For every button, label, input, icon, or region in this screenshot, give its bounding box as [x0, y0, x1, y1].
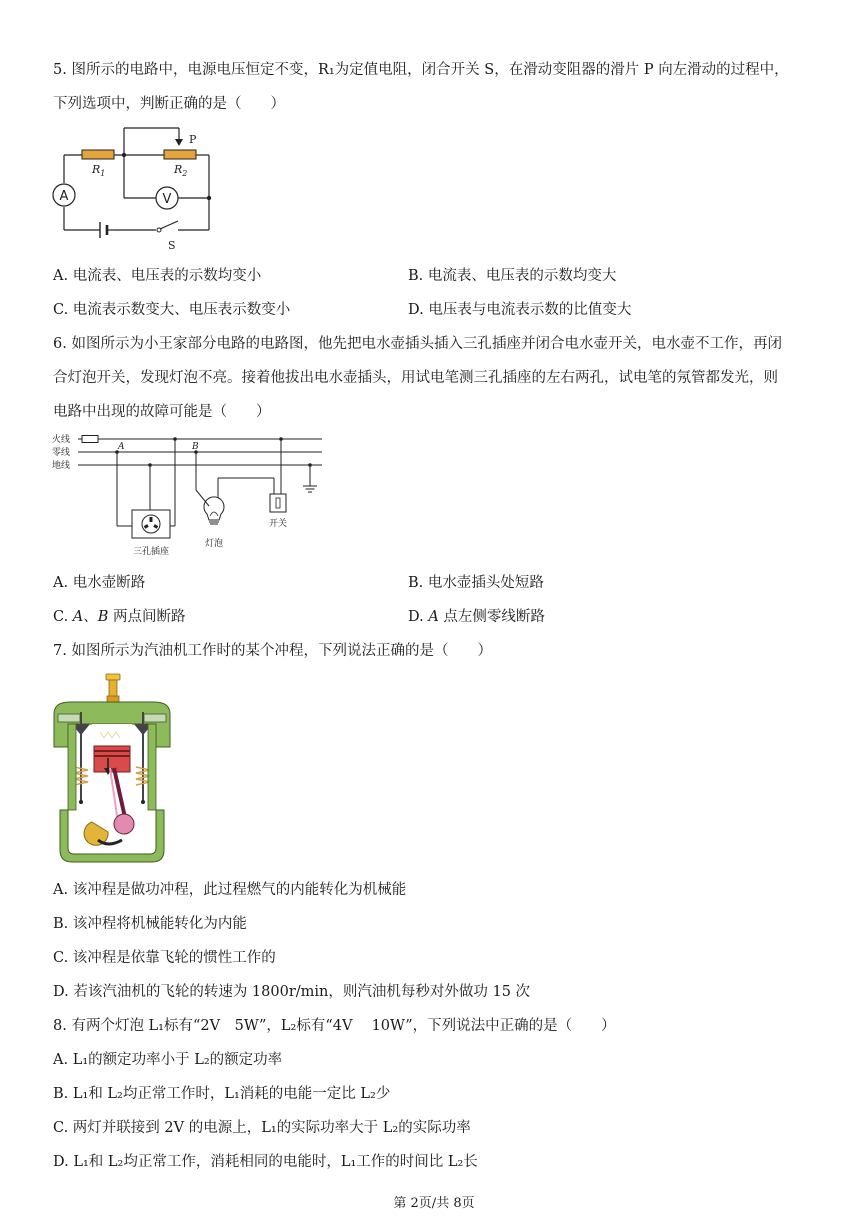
q5-option-a: A. 电流表、电压表的示数均变小: [53, 268, 262, 284]
q5-stem-line1: 5. 图所示的电路中，电源电压恒定不变，R₁为定值电阻，闭合开关 S，在滑动变阻器的滑片 P 向左滑动的过程中，: [53, 62, 789, 78]
fuse-icon: [82, 436, 98, 443]
q5-option-c: C. 电流表示数变大、电压表示数变小: [53, 302, 291, 318]
svg-text:灯泡: 灯泡: [204, 539, 224, 549]
q7-option-c: C. 该冲程是依靠飞轮的惯性工作的: [53, 950, 276, 966]
svg-text:火线: 火线: [52, 435, 71, 445]
q7-option-b: B. 该冲程将机械能转化为内能: [53, 916, 247, 932]
svg-text:R1: $R_1$: [92, 163, 106, 178]
resistor-r1-icon: [82, 150, 114, 159]
q8-option-a: A. L₁的额定功率小于 L₂的额定功率: [53, 1052, 283, 1068]
svg-text:B: B: [192, 442, 199, 452]
q8-option-c: C. 两灯并联接到 2V 的电源上，L₁的实际功率大于 L₂的实际功率: [53, 1120, 471, 1136]
q6-stem-line1: 6. 如图所示为小王家部分电路的电路图，他先把电水壶插头插入三孔插座并闭合电水壶开关，电水壶不工作，再闭: [53, 336, 782, 352]
flywheel-icon: [84, 822, 108, 845]
q6-option-d: D. A 点左侧零线断路: [408, 609, 545, 625]
q8-option-b: B. L₁和 L₂均正常工作时，L₁消耗的电能一定比 L₂少: [53, 1086, 391, 1102]
svg-text:R2: $R_2$: [174, 163, 188, 178]
q5-option-b: B. 电流表、电压表的示数均变大: [408, 268, 617, 284]
q6-household-circuit-diagram: [52, 430, 327, 562]
svg-text:V: V: [162, 192, 172, 207]
q5-option-d: D. 电压表与电流表示数的比值变大: [408, 302, 632, 318]
crankcase-icon: [60, 810, 164, 862]
q7-engine-stroke-figure: [52, 672, 172, 864]
page-footer: 第 2页/共 8页: [393, 1196, 475, 1211]
q6-option-b: B. 电水壶插头处短路: [408, 575, 544, 591]
svg-text:S: S: [168, 239, 176, 252]
q6-option-c: C. A、B 两点间断路: [53, 609, 186, 625]
svg-text:P: P: [189, 133, 197, 146]
svg-text:零线: 零线: [52, 448, 71, 458]
q6-option-a: A. 电水壶断路: [53, 575, 146, 591]
rheostat-r2-icon: [164, 150, 196, 159]
q6-stem-line3: 电路中出现的故障可能是（ ）: [53, 404, 271, 420]
q7-stem-line1: 7. 如图所示为汽油机工作时的某个冲程，下列说法正确的是（ ）: [53, 643, 492, 659]
q8-option-d: D. L₁和 L₂均正常工作，消耗相同的电能时，L₁工作的时间比 L₂长: [53, 1154, 478, 1170]
q8-stem-line1: 8. 有两个灯泡 L₁标有“2V 5W”，L₂标有“4V 10W”，下列说法中正确的是（ ）: [53, 1018, 616, 1034]
svg-text:地线: 地线: [52, 461, 71, 471]
spark-plug-icon: [109, 680, 117, 698]
svg-text:A: A: [59, 189, 69, 204]
bulb-icon: [204, 497, 224, 524]
q5-stem-line2: 下列选项中，判断正确的是（ ）: [53, 96, 285, 112]
q7-option-d: D. 若该汽油机的飞轮的转速为 1800r/min，则汽油机每秒对外做功 15 次: [53, 984, 531, 1000]
q7-option-a: A. 该冲程是做功冲程，此过程燃气的内能转化为机械能: [53, 882, 407, 898]
q6-stem-line2: 合灯泡开关，发现灯泡不亮。接着他拔出电水壶插头，用试电笔测三孔插座的左右两孔，试电笔的氖管都发光，则: [53, 370, 778, 386]
q5-circuit-diagram: [52, 125, 222, 255]
svg-text:开关: 开关: [268, 519, 288, 529]
svg-text:三孔插座: 三孔插座: [132, 547, 170, 557]
slider-arrow-icon: [175, 139, 183, 146]
piston-icon: [94, 746, 130, 772]
svg-text:A: A: [118, 442, 125, 452]
